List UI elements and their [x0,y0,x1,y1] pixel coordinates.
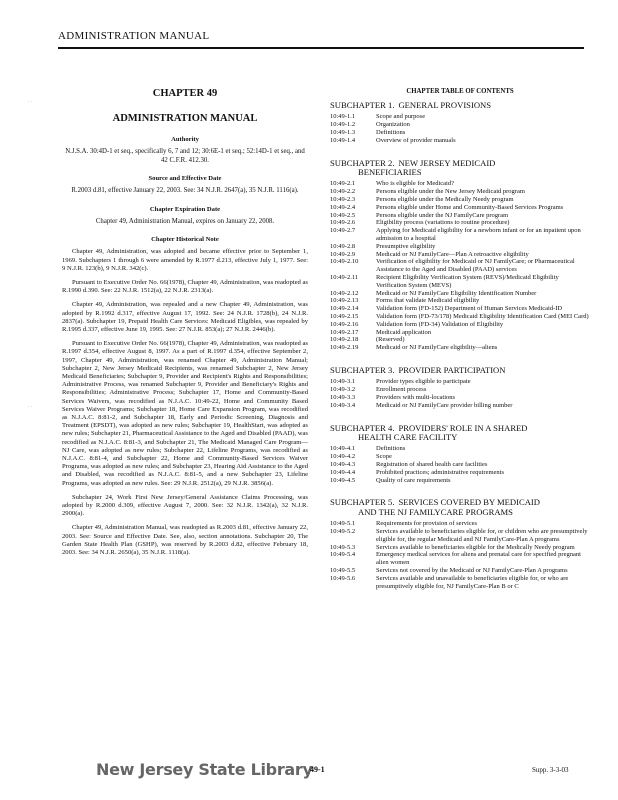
section-number: 10:49-2.3 [330,196,356,203]
subchapter-number: SUBCHAPTER 4. [330,422,395,433]
section-title: Medicaid or NJ FamilyCare provider billing number [376,401,513,409]
section-title: Medicaid or NJ FamilyCare—Plan A retroactive eligibility [376,250,529,258]
section-number: 10:49-4.2 [330,453,356,461]
section-number: 10:49-4.1 [330,445,356,453]
section-number: 10:49-2.8 [330,242,356,250]
section-number: 10:49-3.2 [330,386,356,394]
toc-entry [330,386,590,394]
subchapter-title: GENERAL PROVISIONS [398,100,492,110]
section-title: Forms that validate Medicaid eligibility [376,297,480,305]
toc-entry [330,204,590,212]
section-title: Definitions [376,445,406,453]
toc-entry [330,378,590,386]
section-number: 10:49-2.13 [330,297,359,305]
section-number: 10:49-5.5 [330,566,356,574]
history-paragraph: Pursuant to Executive Order No. 66(1978), Chapter 49, Administration, was readopted as R.1997 d.354, effective August 8, 1997. As a part of R.1997 d.354, effective September 2, 1997, Chapter 49, Administration, was renamed Chapter 49, Administration Manual; Subchapter 2, New Jersey Medicaid Recipients, was renamed Subchapter 2, New Jersey Medicaid Beneficiaries; Subchapter 9, Provider and Recipient's Rights and Responsibilities; Administrative Process, was renamed Subchapter 9, Provider and Beneficiary's Rights and Responsibilities; Administrative Process; Subchapter 17, Home and Community-Based Services Waivers, was recodified as N.J.A.C. 10:49-22, Home and Community Based Services Waiver Programs; Subchapter 18, Home Care Expansion Program, was recodified as N.J.A.C. 8:81-2, and Subchapter 18, Early and Periodic Screening, Diagnosis and Treatment (EPSDT), was adopted as new rules; Subchapter 19, HealthStart, was adopted as new rules; Subchapter 21, Pharmaceutical Assistance to the Aged and Disabled (PAAD), was recodified as N.J.A.C. 8:81-3, and Subchapter 21, The Medicaid Managed Care Program—NJ Care, was adopted as new rules; Subchapter 22, Lifeline Programs, was recodified as N.J.A.C. 8:81-4, and Subchapter 22, Home and Community-Based Services Waiver Programs, was adopted as new rules; and Subchapter 23, Hearing Aid Assistance to the Aged and Disabled, was recodified as N.J.A.C. 8:81-5, and a new Subchapter 23, Lifeline Programs, was adopted as new rules. See: 29 N.J.R. 2512(a), 29 N.J.R. 3856(a). [62,340,308,487]
section-number: 10:49-5.4 [330,551,356,559]
section-number: 10:49-2.1 [330,180,356,188]
toc-entry [330,212,590,220]
toc-entry [330,402,590,410]
toc-entry [330,196,590,204]
section-number: 10:49-2.2 [330,188,356,196]
section-number: 10:49-1.2 [330,121,356,129]
authority-heading: Authority [171,136,199,143]
subchapter-number: SUBCHAPTER 3. [330,364,395,375]
section-title: Overview of provider manuals [376,136,456,144]
library-logo: New Jersey State Library [96,760,313,779]
section-number: 10:49-2.10 [330,258,359,266]
section-title: Providers with multi-locations [376,393,456,401]
section-title: Validation form (FD-73/178) Medicaid Eligibility Identification Card (MEI Card) [376,312,589,320]
subchapter-number: SUBCHAPTER 2. [330,157,395,168]
section-title: Requirements for provision of services [376,520,478,528]
section-number: 10:49-2.19 [330,344,359,352]
section-number: 10:49-2.17 [330,328,359,336]
source-heading: Source and Effective Date [148,175,222,183]
subchapter-title-cont: AND THE NJ FAMILYCARE PROGRAMS [358,506,513,517]
section-number: 10:49-5.6 [330,574,356,582]
section-number: 10:49-3.4 [330,401,356,409]
section-title: Who is eligible for Medicaid? [376,180,454,188]
history-paragraph: Chapter 49, Administration, was adopted and became effective prior to September 1, 1969. Subchapters 1 through 6 were amended by R.1977 d.213, effective July 1, 1977. See: 9 N.J.R. 123(b), 9 N.J.R. 342(c). [62,248,308,272]
table-of-contents [330,88,590,598]
section-number: 10:49-5.1 [330,520,356,528]
history-paragraph: Chapter 49, Administration Manual, was readopted as R.2003 d.81, effective January 22, 2003. See: Source and Effective Date. See, also, section annotations. Subchapter 20, The Garden State Health Plan (GSHP), was reserved by R.2003 d.82, effective February 18, 2003. See: 34 N.J.R. 2650(a), 35 N.J.R. 1118(a). [62,524,308,557]
section-number: 10:49-2.5 [330,211,356,219]
section-number: 10:49-5.2 [330,527,356,535]
section-title: Applying for Medicaid eligibility for a newborn infant or for an inpatient upon admission to a hospital [376,227,581,242]
toc-entry [330,219,590,227]
section-title: Medicaid or NJ FamilyCare Eligibility Identification Number [376,289,537,297]
section-title: Validation form (FD-34) Validation of Eligibility [376,320,504,328]
section-title: Enrollment process [376,386,427,394]
section-number: 10:49-1.4 [330,136,356,144]
toc-entry [330,544,590,552]
section-title: (Reserved) [376,336,405,344]
toc-list [330,101,590,598]
subchapter-title: PROVIDERS' ROLE IN A SHARED [398,422,528,433]
section-title: Persons eligible under Home and Community-Based Services Programs [376,203,564,211]
subchapter-heading [330,498,590,517]
section-title: Definitions [376,129,406,136]
section-title: Persons eligible under the Medically Needy program [376,196,514,203]
toc-entry [330,305,590,313]
running-header: ADMINISTRATION MANUAL [58,30,210,42]
toc-entry [330,453,590,461]
chapter-number: CHAPTER 49 [152,88,218,99]
section-title: Emergency medical services for aliens and prenatal care for specified pregnant alien women [376,551,581,567]
toc-entry [330,520,590,528]
toc-entry [330,551,590,567]
section-title: Quality of care requirements [376,476,451,484]
section-number: 10:49-2.16 [330,320,359,328]
section-title: Recipient Eligibility Verification System (REVS)/Medicaid Eligibility Verification System (MEVS) [376,273,559,289]
section-number: 10:49-2.7 [330,227,356,235]
section-number: 10:49-3.3 [330,393,356,401]
toc-entry [330,445,590,453]
authority-text: N.J.S.A. 30:4D-1 et seq., specifically 6, 7 and 12; 30:6E-1 et seq.; 52:14D-1 et seq., and 42 C.F.R. 412.30. [65,148,305,164]
subchapter-title: PROVIDER PARTICIPATION [398,364,506,375]
expiration-text: Chapter 49, Administration Manual, expires on January 22, 2008. [95,217,275,225]
history-heading: Chapter Historical Note [151,236,219,244]
section-number: 10:49-2.6 [330,219,356,227]
subchapter-heading [330,159,590,178]
section-number: 10:49-1.1 [330,113,356,121]
toc-entry [330,113,590,121]
section-number: 10:49-5.3 [330,543,356,551]
section-number: 10:49-1.3 [330,129,356,136]
margin-mark: · · [28,100,33,105]
toc-entry [330,188,590,196]
section-title: Validation form (FD-152) Department of Human Services Medicaid-ID [376,305,563,313]
subchapter-title: NEW JERSEY MEDICAID [398,157,496,168]
toc-entry [330,567,590,575]
toc-entry [330,227,590,243]
margin-mark: · · [28,405,33,410]
section-title: Scope and purpose [376,113,426,121]
toc-entry [330,258,590,274]
section-title: Prohibited practices; administrative requirements [376,468,504,476]
toc-entry [330,290,590,298]
history-paragraph: Chapter 49, Administration, was repealed and a new Chapter 49, Administration, was adopted by R.1992 d.317, effective August 17, 1992. See: 24 N.J.R. 1728(b), 24 N.J.R. 2837(a). Subchapter 19, Prepaid Health Care Services: Medicaid Eligibles, was repealed by R.1995 d.337, effective June 19, 1995. See: 27 N.J.R. 853(a); 27 N.J.R. 2446(b). [62,301,308,333]
section-number: 10:49-4.4 [330,468,356,476]
history-paragraph: Pursuant to Executive Order No. 66(1978), Chapter 49, Administration, was readopted as R.1990 d.390. See: 22 N.J.R. 1512(a), 22 N.J.R. 2313(a). [62,278,308,295]
toc-entry [330,336,590,344]
chapter-title: ADMINISTRATION MANUAL [112,113,258,124]
expiration-heading: Chapter Expiration Date [149,205,221,213]
toc-entry [330,121,590,129]
toc-entry [330,461,590,469]
section-title: Medicaid or NJ FamilyCare eligibility—aliens [376,344,498,352]
section-title: Medicaid application [376,328,432,336]
toc-entry [330,274,590,290]
toc-entry [330,469,590,477]
toc-title: CHAPTER TABLE OF CONTENTS [406,88,514,95]
section-number: 10:49-3.1 [330,378,356,386]
section-number: 10:49-2.15 [330,312,359,320]
section-number: 10:49-2.4 [330,203,356,211]
section-title: Persons eligible under the NJ FamilyCare program [376,211,509,219]
section-title: Scope [376,453,392,461]
header-rule [58,47,584,49]
toc-entry [330,394,590,402]
section-title: Registration of shared health care facilities [376,460,488,468]
section-title: Services available to beneficiaries eligible for the Medically Needy program [376,543,575,551]
subchapter-title: SERVICES COVERED BY MEDICAID [398,497,540,508]
history-paragraph: Subchapter 24, Work First New Jersey/General Assistance Claims Processing, was adopted by R.2000 d.309, effective August 7, 2000. See: 32 N.J.R. 1342(a), 32 N.J.R. 2900(a). [62,493,308,518]
toc-entry [330,129,590,137]
left-column [62,88,308,563]
section-title: Services available and unavailable to beneficiaries eligible for, or who are presumptively eligible for, NJ FamilyCare-Plan B or C [376,574,569,590]
section-title: Provider types eligible to participate [376,378,471,386]
toc-entry [330,180,590,188]
toc-entry [330,251,590,259]
subchapter-heading [330,101,590,110]
toc-entry [330,329,590,337]
toc-entry [330,297,590,305]
source-text: R.2003 d.81, effective January 22, 2003. See: 34 N.J.R. 2647(a), 35 N.J.R. 1116(a). [71,187,299,195]
section-title: Presumptive eligibility [376,242,436,250]
section-number: 10:49-2.12 [330,289,359,297]
section-number: 10:49-2.14 [330,305,359,313]
section-number: 10:49-4.5 [330,476,356,484]
supplement-date: Supp. 3-3-03 [532,766,569,774]
subchapter-heading [330,424,590,443]
section-title: Persons eligible under the New Jersey Medicaid program [376,188,525,196]
toc-entry [330,137,590,145]
section-title: Organization [376,121,410,129]
section-title: Services not covered by the Medicaid or NJ FamilyCare-Plan A programs [376,566,568,574]
subchapter-number: SUBCHAPTER 1. [330,100,395,110]
section-number: 10:49-2.11 [330,273,359,281]
toc-entry [330,243,590,251]
toc-entry [330,477,590,485]
section-number: 10:49-2.9 [330,250,356,258]
section-title: Verification of eligibility for Medicaid or NJ FamilyCare; or Pharmaceutical Assistance to the Aged and Disabled (PAAD) services [376,258,575,274]
toc-entry [330,344,590,352]
subchapter-number: SUBCHAPTER 5. [330,497,395,508]
section-number: 10:49-4.3 [330,460,356,468]
subchapter-title-cont: BENEFICIARIES [358,167,422,177]
toc-entry [330,528,590,544]
toc-entry [330,313,590,321]
section-title: Services available to beneficiaries eligible for, or children who are presumptively eligible for, the regular Medicaid and NJ FamilyCare-Plan A programs [376,527,588,543]
section-title: Eligibility process (variations to routine procedure) [376,219,510,227]
page-number: 49-1 [310,765,325,774]
section-number: 10:49-2.18 [330,336,359,344]
toc-entry [330,321,590,329]
toc-entry [330,575,590,591]
subchapter-title-cont: HEALTH CARE FACILITY [358,431,458,442]
subchapter-heading [330,366,590,375]
